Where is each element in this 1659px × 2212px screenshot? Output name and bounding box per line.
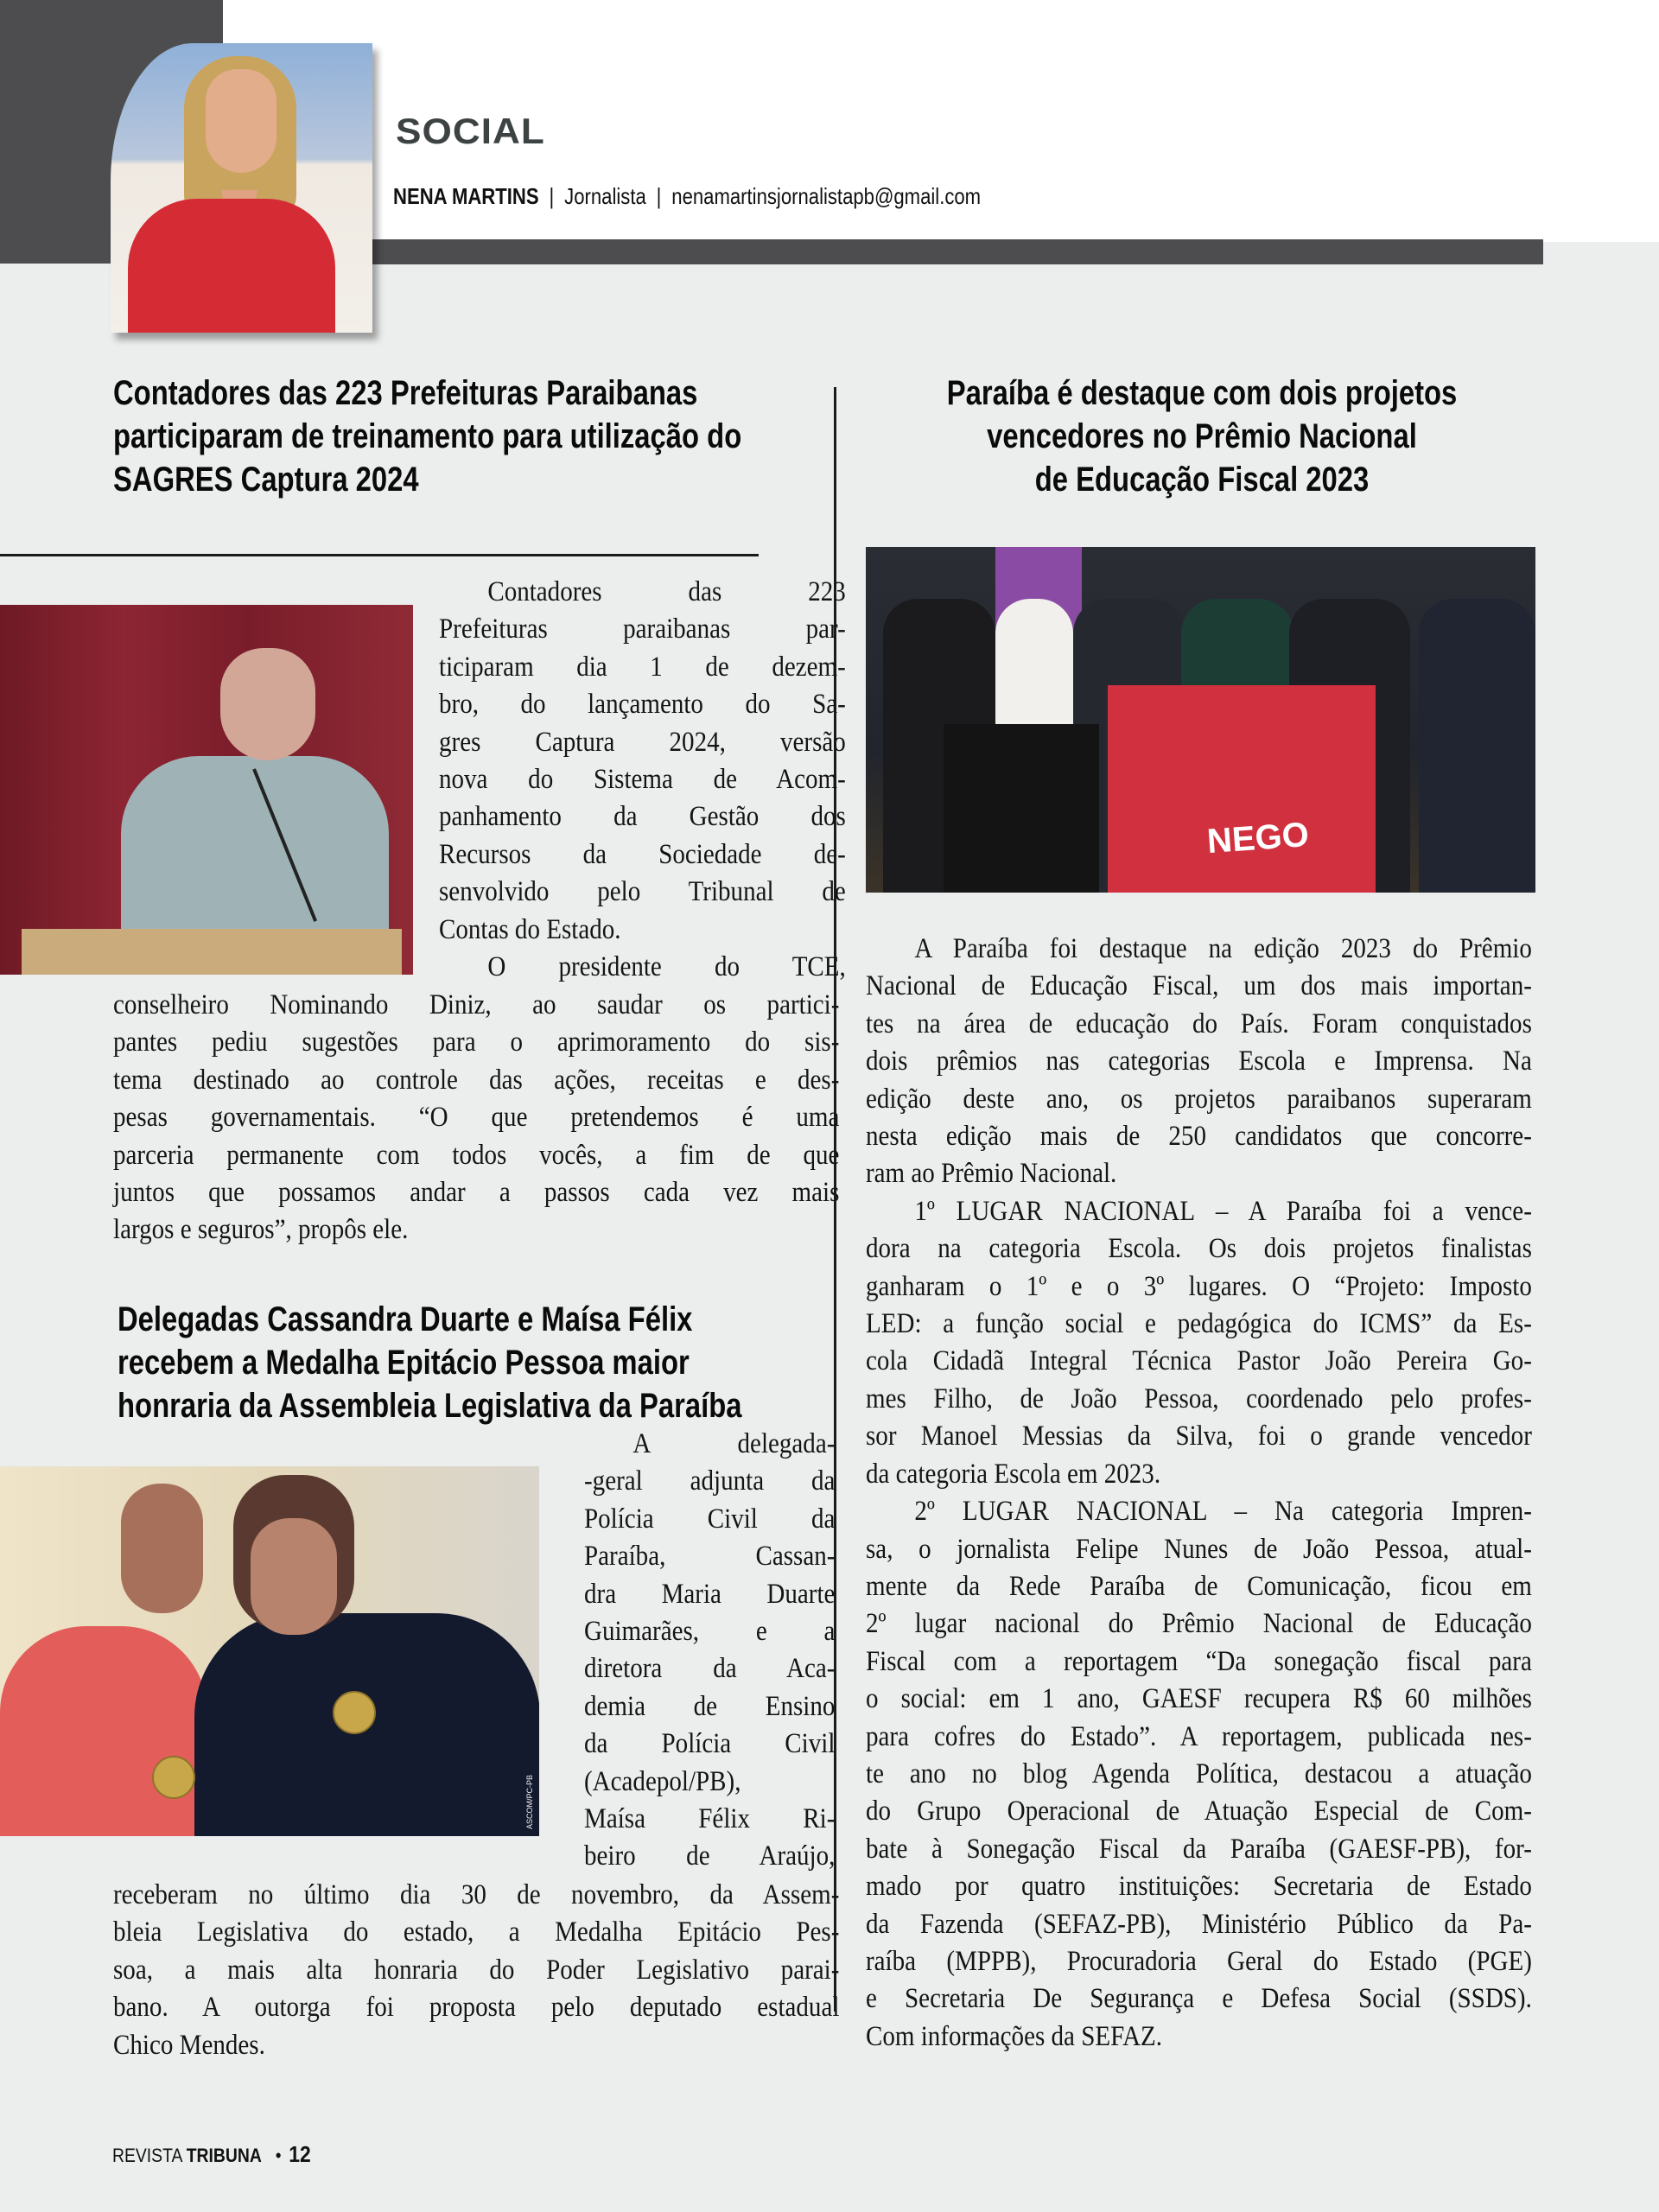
text-line: pesas governamentais. “O que pretendemos é uma bbox=[113, 1102, 840, 1134]
text-line: conselheiro Nominando Diniz, ao saudar os partici- bbox=[113, 989, 840, 1020]
article2-headline bbox=[118, 1298, 742, 1427]
author-email[interactable]: nenamartinsjornalistapb@gmail.com bbox=[671, 183, 982, 209]
page-footer bbox=[112, 2141, 311, 2168]
text-line: -geral adjunta da bbox=[584, 1465, 836, 1497]
text-line: te ano no blog Agenda Política, destacou a atuação bbox=[866, 1758, 1532, 1789]
text-line: Nacional de Educação Fiscal, um dos mais importan- bbox=[866, 970, 1532, 1002]
text-line: Chico Mendes. bbox=[113, 2029, 265, 2061]
text-line: sa, o jornalista Felipe Nunes de João Pessoa, atual- bbox=[866, 1533, 1532, 1565]
headline-line: vencedores no Prêmio Nacional bbox=[987, 417, 1417, 455]
text-line: Contas do Estado. bbox=[439, 913, 621, 945]
text-line: soa, a mais alta honraria do Poder Legislativo parai- bbox=[113, 1954, 840, 1986]
magazine-name: TRIBUNA bbox=[186, 2145, 262, 2166]
text-line: bano. A outorga foi proposta pelo deputado estadual bbox=[113, 1992, 840, 2024]
text-line: 2º LUGAR NACIONAL – Na categoria Impren- bbox=[914, 1496, 1532, 1528]
text-line: largos e seguros”, propôs ele. bbox=[113, 1214, 409, 1246]
text-line: dora na categoria Escola. Os dois projetos finalistas bbox=[866, 1233, 1532, 1265]
article2-body-wrap bbox=[584, 1426, 835, 1876]
text-line: e Secretaria De Segurança e Defesa Social (SSDS). bbox=[866, 1983, 1532, 2015]
text-line: diretora da Aca- bbox=[584, 1653, 836, 1685]
magazine-prefix: REVISTA bbox=[112, 2145, 182, 2166]
text-line: da Fazenda (SEFAZ-PB), Ministério Público da Pa- bbox=[866, 1908, 1532, 1940]
text-line: sor Manoel Messias da Silva, foi o grande vencedor bbox=[866, 1421, 1532, 1452]
byline-separator: | bbox=[656, 183, 662, 209]
text-line: beiro de Araújo, bbox=[584, 1840, 836, 1872]
author-role: Jornalista bbox=[564, 183, 646, 209]
text-line: parceria permanente com todos vocês, a fim de que bbox=[113, 1139, 840, 1171]
text-line: demia de Ensino bbox=[584, 1690, 836, 1722]
text-line: A Paraíba foi destaque na edição 2023 do Prêmio bbox=[914, 933, 1532, 964]
text-line: Contadores das 223 bbox=[487, 576, 846, 607]
text-line: dois prêmios nas categorias Escola e Imprensa. Na bbox=[866, 1046, 1532, 1077]
headline-line: honraria da Assembleia Legislativa da Paraíba bbox=[118, 1387, 742, 1425]
photo-award-group-flag bbox=[866, 547, 1535, 893]
flag-text: NEGO bbox=[1205, 815, 1311, 861]
article3-headline bbox=[939, 372, 1465, 501]
text-line: da Polícia Civil bbox=[584, 1728, 836, 1760]
text-line: Guimarães, e a bbox=[584, 1616, 836, 1648]
text-line: juntos que possamos andar a passos cada vez mais bbox=[113, 1177, 840, 1209]
text-line: ganharam o 1º e o 3º lugares. O “Projeto: Imposto bbox=[866, 1270, 1532, 1302]
horizontal-divider bbox=[0, 554, 759, 556]
headline-line: Delegadas Cassandra Duarte e Maísa Félix bbox=[118, 1300, 693, 1338]
text-line: LED: a função social e pedagógica do ICMS” da Es- bbox=[866, 1308, 1532, 1340]
text-line: Prefeituras paraibanas par- bbox=[439, 613, 846, 645]
text-line: edição deste ano, os projetos paraibanos superaram bbox=[866, 1083, 1532, 1115]
text-line: bate à Sonegação Fiscal da Paraíba (GAESF-PB), for- bbox=[866, 1833, 1532, 1865]
text-line: mente da Rede Paraíba de Comunicação, ficou em bbox=[866, 1570, 1532, 1602]
photo-credit: ASCOM/PC-PB bbox=[525, 1774, 534, 1829]
text-line: O presidente do TCE, bbox=[487, 951, 846, 983]
text-line: mado por quatro instituições: Secretaria de Estado bbox=[866, 1871, 1532, 1903]
article1-body-wrap bbox=[439, 574, 846, 986]
text-line: tes na área de educação do País. Foram conquistados bbox=[866, 1007, 1532, 1039]
text-line: pantes pediu sugestões para o aprimoramento do sis- bbox=[113, 1027, 840, 1058]
text-line: bro, do lançamento do Sa- bbox=[439, 689, 846, 721]
article1-headline bbox=[113, 372, 741, 501]
text-line: para cofres do Estado”. A reportagem, publicada nes- bbox=[866, 1720, 1532, 1752]
text-line: ticiparam dia 1 de dezem- bbox=[439, 651, 846, 683]
headline-line: participaram de treinamento para utilização do bbox=[113, 417, 742, 455]
text-line: 2º lugar nacional do Prêmio Nacional de Educação bbox=[866, 1608, 1532, 1640]
text-line: nesta edição mais de 250 candidatos que concorre- bbox=[866, 1121, 1532, 1153]
text-line: Com informações da SEFAZ. bbox=[866, 2020, 1163, 2052]
photo-speaker-podium bbox=[0, 605, 413, 975]
photo-delegadas-medals bbox=[0, 1466, 539, 1836]
text-line: A delegada- bbox=[632, 1428, 836, 1459]
text-line: Fiscal com a reportagem “Da sonegação fiscal para bbox=[866, 1645, 1532, 1677]
text-line: senvolvido pelo Tribunal de bbox=[439, 876, 846, 908]
text-line: 1º LUGAR NACIONAL – A Paraíba foi a vence- bbox=[914, 1195, 1532, 1227]
text-line: do Grupo Operacional de Atuação Especial de Com- bbox=[866, 1796, 1532, 1827]
article1-body-full bbox=[113, 987, 839, 1249]
text-line: panhamento da Gestão dos bbox=[439, 801, 846, 833]
page-number: 12 bbox=[289, 2141, 311, 2167]
headline-line: de Educação Fiscal 2023 bbox=[1034, 461, 1370, 499]
text-line: Paraíba, Cassan- bbox=[584, 1541, 836, 1573]
text-line: Recursos da Sociedade de- bbox=[439, 838, 846, 870]
text-line: nova do Sistema de Acom- bbox=[439, 764, 846, 796]
footer-bullet: • bbox=[275, 2145, 282, 2166]
headline-line: Contadores das 223 Prefeituras Paraibanas bbox=[113, 374, 698, 412]
text-line: (Acadepol/PB), bbox=[584, 1765, 741, 1797]
text-line: bleia Legislativa do estado, a Medalha Epitácio Pes- bbox=[113, 1916, 840, 1948]
article3-body bbox=[866, 931, 1532, 2056]
section-title: SOCIAL bbox=[396, 111, 545, 151]
text-line: dra Maria Duarte bbox=[584, 1578, 836, 1610]
byline-separator: | bbox=[549, 183, 555, 209]
headline-line: recebem a Medalha Epitácio Pessoa maior bbox=[118, 1344, 690, 1382]
author-name: NENA MARTINS bbox=[393, 183, 539, 209]
header-dark-bar bbox=[372, 239, 1543, 264]
text-line: tema destinado ao controle das ações, receitas e des- bbox=[113, 1064, 840, 1096]
text-line: raíba (MPPB), Procuradoria Geral do Estado (PGE) bbox=[866, 1945, 1532, 1977]
headline-line: SAGRES Captura 2024 bbox=[113, 461, 419, 499]
text-line: Maísa Félix Ri- bbox=[584, 1803, 836, 1835]
text-line: cola Cidadã Integral Técnica Pastor João Pereira Go- bbox=[866, 1345, 1532, 1377]
text-line: ram ao Prêmio Nacional. bbox=[866, 1158, 1117, 1190]
text-line: gres Captura 2024, versão bbox=[439, 726, 846, 758]
text-line: Polícia Civil da bbox=[584, 1503, 836, 1535]
headline-line: Paraíba é destaque com dois projetos bbox=[946, 374, 1458, 412]
text-line: o social: em 1 ano, GAESF recupera R$ 60 milhões bbox=[866, 1683, 1532, 1715]
text-line: mes Filho, de João Pessoa, coordenado pelo profes- bbox=[866, 1382, 1532, 1414]
text-line: da categoria Escola em 2023. bbox=[866, 1458, 1161, 1490]
byline bbox=[393, 183, 981, 210]
article2-body-full bbox=[113, 1877, 839, 2064]
author-portrait bbox=[111, 43, 372, 333]
text-line: receberam no último dia 30 de novembro, da Assem- bbox=[113, 1879, 840, 1910]
